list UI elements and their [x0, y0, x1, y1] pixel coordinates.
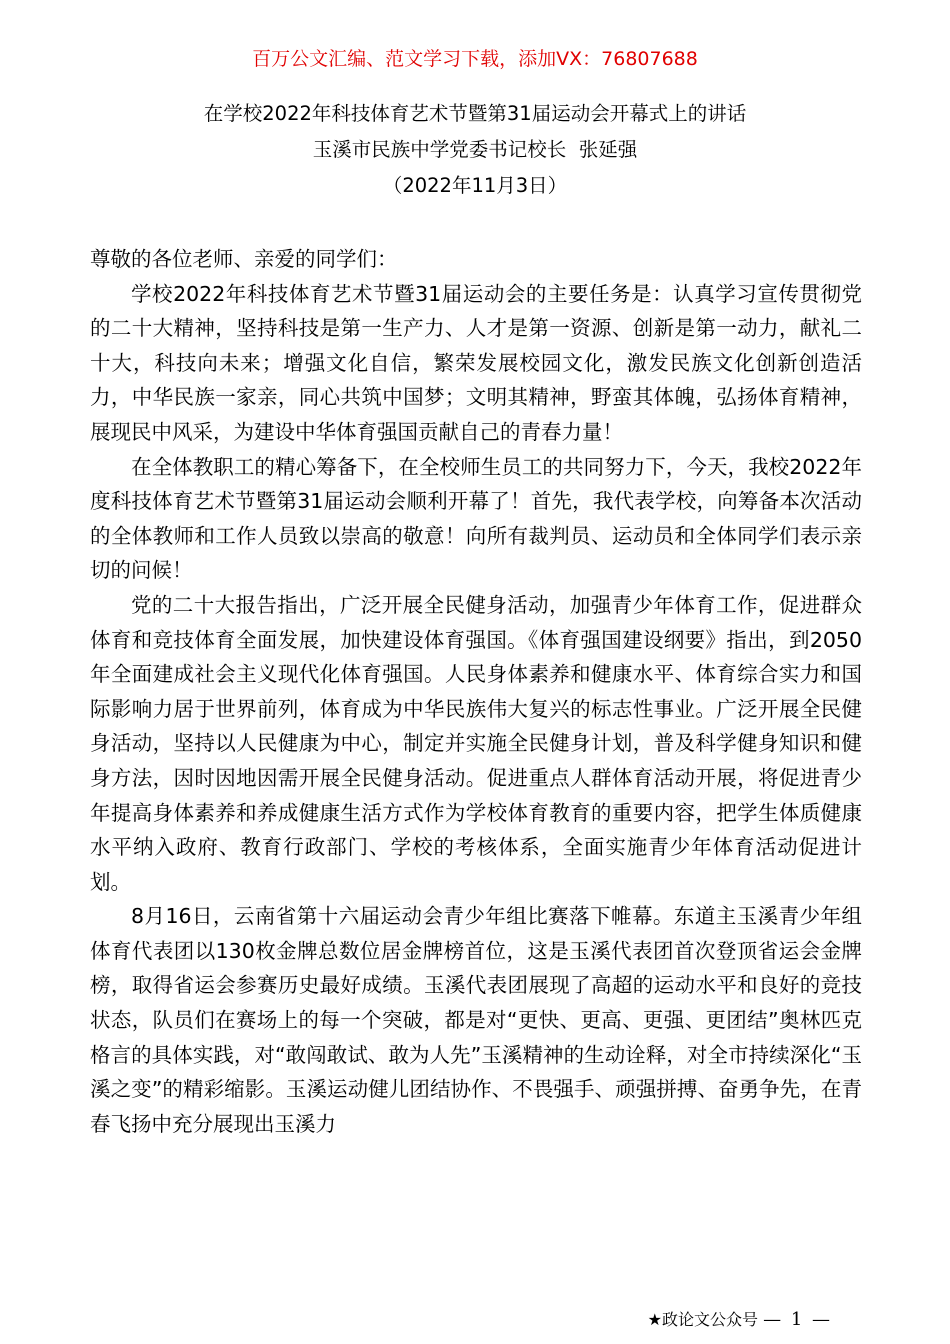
- paragraph: 党的二十大报告指出，广泛开展全民健身活动，加强青少年体育工作，促进群众体育和竞技体育全面发展，加快建设体育强国。《体育强国建设纲要》指出，到2050年全面建成社会主义现代化体育强国。人民身体素养和健康水平、体育综合实力和国际影响力居于世界前列，体育成为中华民族伟大复兴的标志性事业。广泛开展全民健身活动，坚持以人民健康为中心，制定并实施全民健身计划，普及科学健身知识和健身方法，因时因地因需开展全民健身活动。促进重点人群体育活动开展，将促进青少年提高身体素养和养成健康生活方式作为学校体育教育的重要内容，把学生体质健康水平纳入政府、教育行政部门、学校的考核体系，全面实施青少年体育活动促进计划。: [90, 592, 862, 894]
- page-number: — 1 —: [763, 1309, 832, 1330]
- speech-date: （2022年11月3日）: [382, 174, 568, 197]
- footer-source: ★政论文公众号: [647, 1310, 758, 1329]
- speaker-line: 玉溪市民族中学党委书记校长 张延强: [312, 138, 638, 161]
- promo-banner: 百万公文汇编、范文学习下载，添加VX：76807688: [252, 48, 698, 70]
- paragraph: 在全体教职工的精心筹备下，在全校师生员工的共同努力下，今天，我校2022年度科技体育艺术节暨第31届运动会顺利开幕了！首先，我代表学校，向筹备本次活动的全体教师和工作人员致以崇高的敬意！向所有裁判员、运动员和全体同学们表示亲切的问候！: [90, 454, 862, 583]
- page-footer: [648, 1306, 832, 1334]
- paragraph: 学校2022年科技体育艺术节暨31届运动会的主要任务是：认真学习宣传贯彻党的二十大精神，坚持科技是第一生产力、人才是第一资源、创新是第一动力，献礼二十大，科技向未来；增强文化自信，繁荣发展校园文化，激发民族文化创新创造活力，中华民族一家亲，同心共筑中国梦；文明其精神，野蛮其体魄，弘扬体育精神，展现民中风采，为建设中华体育强国贡献自己的青春力量！: [90, 281, 862, 444]
- speech-body: [90, 242, 862, 1141]
- salutation: 尊敬的各位老师、亲爱的同学们：: [90, 247, 398, 271]
- speech-title: 在学校2022年科技体育艺术节暨第31届运动会开幕式上的讲话: [203, 102, 747, 125]
- title-block: [0, 96, 950, 204]
- paragraph: 8月16日，云南省第十六届运动会青少年组比赛落下帷幕。东道主玉溪青少年组体育代表团以130枚金牌总数位居金牌榜首位，这是玉溪代表团首次登顶省运会金牌榜，取得省运会参赛历史最好成绩。玉溪代表团展现了高超的运动水平和良好的竞技状态，队员们在赛场上的每一个突破，都是对“更快、更高、更强、更团结”奥林匹克格言的具体实践，对“敢闯敢试、敢为人先”玉溪精神的生动诠释，对全市持续深化“玉溪之变”的精彩缩影。玉溪运动健儿团结协作、不畏强手、顽强拼搏、奋勇争先，在青春飞扬中充分展现出玉溪力: [90, 904, 862, 1136]
